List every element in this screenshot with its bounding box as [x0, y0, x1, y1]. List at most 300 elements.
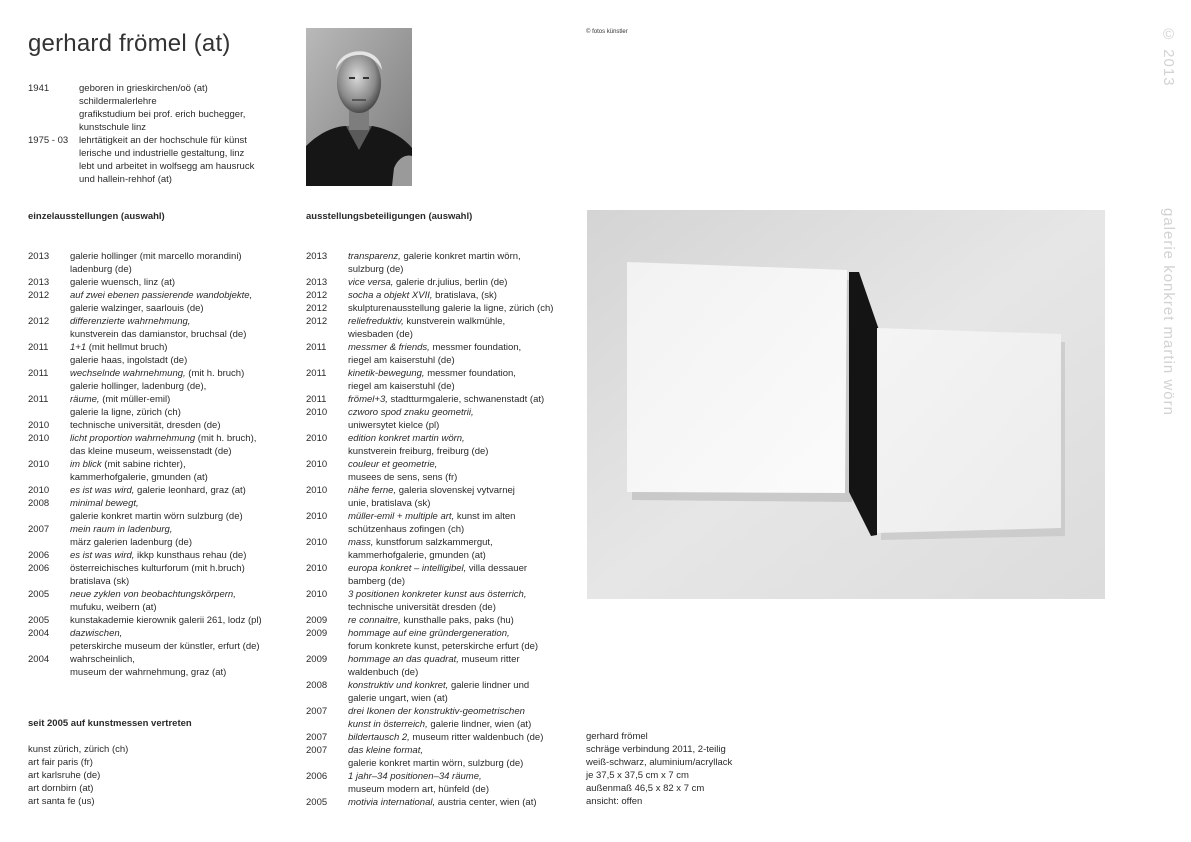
- group-exhibition-year-spacer: [306, 575, 348, 588]
- group-exhibition-text: [348, 263, 576, 276]
- group-exhibition-year-spacer: [306, 419, 348, 432]
- group-exhibition-line: [306, 328, 576, 341]
- group-exhibition-year: 2009: [306, 628, 328, 639]
- group-exhibition-entry: [306, 562, 576, 588]
- group-exhibition-venue: unie, bratislava (sk): [348, 498, 431, 509]
- solo-exhibition-year-spacer: [28, 328, 70, 341]
- solo-exhibition-text: [70, 510, 288, 523]
- solo-exhibition-year-spacer: [28, 640, 70, 653]
- solo-exhibition-year: 2010: [28, 459, 50, 470]
- group-exhibition-title: drei Ikonen der konstruktiv-geometrischen: [348, 706, 525, 717]
- group-exhibition-year-spacer: [306, 718, 348, 731]
- group-exhibition-title: bildertausch 2,: [348, 732, 410, 743]
- group-exhibition-text: [348, 432, 576, 445]
- solo-exhibition-venue: galerie haas, ingolstadt (de): [70, 355, 188, 366]
- solo-exhibition-text: [70, 640, 288, 653]
- solo-exhibition-entry: [28, 315, 288, 341]
- solo-exhibition-text: [70, 445, 288, 458]
- group-exhibition-year-spacer: [306, 601, 348, 614]
- group-exhibition-year: 2006: [306, 771, 328, 782]
- group-exhibition-line: [306, 705, 576, 718]
- group-exhibition-entry: [306, 588, 576, 614]
- solo-exhibition-entry: [28, 588, 288, 614]
- group-exhibition-text: [348, 562, 576, 575]
- group-exhibition-year-spacer: [306, 471, 348, 484]
- solo-exhibition-venue: kunstakademie kierownik galerii 261, lodz (pl): [70, 615, 262, 626]
- solo-exhibition-venue: bratislava (sk): [70, 576, 130, 587]
- solo-exhibition-line: [28, 471, 288, 484]
- solo-exhibition-line: [28, 341, 288, 354]
- solo-exhibition-entry: [28, 458, 288, 484]
- solo-exhibition-venue: ikkp kunsthaus rehau (de): [134, 550, 247, 561]
- art-fairs-heading: seit 2005 auf kunstmessen vertreten: [28, 718, 192, 729]
- group-exhibition-entry: [306, 250, 576, 276]
- group-exhibition-text: [348, 588, 576, 601]
- group-exhibition-venue: galerie ungart, wien (at): [348, 693, 448, 704]
- group-exhibition-year-spacer: [306, 640, 348, 653]
- group-exhibition-text: [348, 510, 576, 523]
- bio-text: schildermalerlehre: [79, 96, 157, 107]
- group-exhibition-year-spacer: [306, 692, 348, 705]
- solo-exhibition-venue: museum der wahrnehmung, graz (at): [70, 667, 227, 678]
- solo-exhibition-text: [70, 328, 288, 341]
- bio-row: [28, 82, 278, 95]
- group-exhibition-line: [306, 601, 576, 614]
- solo-exhibition-text: [70, 302, 288, 315]
- solo-exhibition-year-spacer: [28, 666, 70, 679]
- group-exhibition-entry: [306, 536, 576, 562]
- solo-exhibition-venue: galerie leonhard, graz (at): [134, 485, 246, 496]
- caption-line: je 37,5 x 37,5 cm x 7 cm: [586, 770, 689, 781]
- solo-exhibition-venue: (mit müller-emil): [99, 394, 171, 405]
- group-exhibition-line: [306, 458, 576, 471]
- group-exhibition-year-spacer: [306, 783, 348, 796]
- solo-exhibition-year: 2010: [28, 433, 50, 444]
- solo-exhibition-entry: [28, 367, 288, 393]
- solo-exhibition-text: [70, 575, 288, 588]
- group-exhibition-venue: galerie lindner und: [448, 680, 530, 691]
- solo-exhibition-text: [70, 393, 288, 406]
- group-exhibition-entry: [306, 744, 576, 770]
- group-exhibition-entry: [306, 302, 576, 315]
- solo-exhibition-year-spacer: [28, 510, 70, 523]
- solo-exhibition-venue: galerie walzinger, saarlouis (de): [70, 303, 204, 314]
- solo-exhibition-venue: galerie hollinger (mit marcello morandini): [70, 251, 242, 262]
- solo-exhibition-title: differenzierte wahrnehmung,: [70, 316, 191, 327]
- solo-exhibition-year-spacer: [28, 536, 70, 549]
- solo-exhibition-line: [28, 536, 288, 549]
- copyright-year: © 2013: [1160, 26, 1177, 87]
- solo-exhibition-text: [70, 354, 288, 367]
- group-exhibition-entry: [306, 627, 576, 653]
- solo-exhibition-line: [28, 653, 288, 666]
- group-exhibition-text: [348, 536, 576, 549]
- art-fair-item: art dornbirn (at): [28, 783, 94, 794]
- group-exhibition-text: [348, 419, 576, 432]
- group-exhibition-text: [348, 302, 576, 315]
- solo-exhibition-year: 2004: [28, 628, 50, 639]
- solo-exhibition-year: 2013: [28, 251, 50, 262]
- group-exhibition-title: 1 jahr–34 positionen–34 räume,: [348, 771, 482, 782]
- group-exhibition-line: [306, 471, 576, 484]
- group-exhibition-year-spacer: [306, 666, 348, 679]
- group-exhibition-text: [348, 328, 576, 341]
- group-exhibition-title: couleur et geometrie,: [348, 459, 438, 470]
- group-exhibition-text: [348, 367, 576, 380]
- solo-exhibition-year: 2012: [28, 290, 50, 301]
- group-exhibition-year-spacer: [306, 523, 348, 536]
- solo-exhibition-entry: [28, 276, 288, 289]
- group-exhibition-text: [348, 601, 576, 614]
- group-exhibition-year: 2010: [306, 433, 328, 444]
- solo-exhibition-line: [28, 289, 288, 302]
- bio-text: lebt und arbeitet in wolfsegg am hausruck: [79, 161, 255, 172]
- solo-exhibition-venue: (mit hellmut bruch): [86, 342, 168, 353]
- bio-row: [28, 173, 278, 186]
- solo-exhibition-text: [70, 536, 288, 549]
- group-exhibition-title: kunst in österreich,: [348, 719, 428, 730]
- group-exhibition-entry: [306, 614, 576, 627]
- solo-exhibition-year: 2011: [28, 368, 49, 379]
- group-exhibition-venue: messmer foundation,: [424, 368, 516, 379]
- solo-exhibition-line: [28, 302, 288, 315]
- solo-exhibition-text: [70, 653, 288, 666]
- solo-exhibition-line: [28, 575, 288, 588]
- solo-exhibition-text: [70, 341, 288, 354]
- solo-exhibition-line: [28, 406, 288, 419]
- group-exhibition-venue: kunstforum salzkammergut,: [373, 537, 493, 548]
- group-exhibition-text: [348, 484, 576, 497]
- solo-exhibition-line: [28, 367, 288, 380]
- group-exhibition-text: [348, 679, 576, 692]
- group-exhibition-text: [348, 289, 576, 302]
- group-exhibition-line: [306, 406, 576, 419]
- group-exhibition-title: messmer & friends,: [348, 342, 430, 353]
- solo-exhibition-title: im blick: [70, 459, 102, 470]
- group-exhibition-year-spacer: [306, 445, 348, 458]
- group-exhibition-text: [348, 497, 576, 510]
- solo-exhibition-entry: [28, 614, 288, 627]
- group-exhibition-venue: musees de sens, sens (fr): [348, 472, 458, 483]
- solo-exhibition-entry: [28, 419, 288, 432]
- solo-exhibition-line: [28, 354, 288, 367]
- solo-exhibition-line: [28, 250, 288, 263]
- solo-exhibition-line: [28, 484, 288, 497]
- solo-exhibition-text: [70, 367, 288, 380]
- group-exhibition-text: [348, 250, 576, 263]
- solo-exhibition-text: [70, 315, 288, 328]
- group-exhibition-venue: kunsthalle paks, paks (hu): [400, 615, 514, 626]
- group-exhibition-title: transparenz,: [348, 251, 401, 262]
- group-exhibition-venue: kunst im alten: [454, 511, 516, 522]
- solo-exhibition-line: [28, 497, 288, 510]
- solo-exhibition-venue: österreichisches kulturforum (mit h.bruch): [70, 563, 245, 574]
- solo-exhibition-line: [28, 263, 288, 276]
- group-exhibition-venue: kunstverein walkmühle,: [403, 316, 506, 327]
- group-exhibition-venue: uniwersytet kielce (pl): [348, 420, 440, 431]
- solo-exhibition-title: räume,: [70, 394, 100, 405]
- group-exhibition-year: 2007: [306, 732, 328, 743]
- solo-exhibition-text: [70, 406, 288, 419]
- portrait-image: [306, 28, 412, 186]
- solo-exhibition-text: [70, 432, 288, 445]
- group-exhibition-year: 2010: [306, 511, 328, 522]
- solo-exhibition-year: 2011: [28, 394, 49, 405]
- group-exhibition-text: [348, 315, 576, 328]
- solo-exhibition-line: [28, 523, 288, 536]
- solo-exhibition-venue: galerie konkret martin wörn sulzburg (de): [70, 511, 243, 522]
- bio-text: geboren in grieskirchen/oö (at): [79, 83, 208, 94]
- group-exhibition-entry: [306, 510, 576, 536]
- group-exhibition-year: 2011: [306, 368, 327, 379]
- group-exhibition-venue: bamberg (de): [348, 576, 406, 587]
- solo-exhibition-venue: mufuku, weibern (at): [70, 602, 157, 613]
- group-exhibition-line: [306, 588, 576, 601]
- group-exhibition-year: 2008: [306, 680, 328, 691]
- group-exhibition-text: [348, 718, 576, 731]
- art-fair-item: art santa fe (us): [28, 796, 95, 807]
- group-exhibition-year: 2010: [306, 563, 328, 574]
- solo-exhibition-line: [28, 458, 288, 471]
- group-exhibition-text: [348, 445, 576, 458]
- solo-exhibition-text: [70, 289, 288, 302]
- solo-exhibition-year-spacer: [28, 445, 70, 458]
- artwork-image: [587, 210, 1105, 599]
- group-exhibition-line: [306, 484, 576, 497]
- group-exhibition-year: 2010: [306, 589, 328, 600]
- solo-exhibition-entry: [28, 653, 288, 679]
- group-exhibition-venue: galerie konkret martin wörn, sulzburg (de): [348, 758, 524, 769]
- solo-exhibition-title: mein raum in ladenburg,: [70, 524, 173, 535]
- group-exhibition-entry: [306, 653, 576, 679]
- group-exhibition-year: 2010: [306, 459, 328, 470]
- bio-year: [28, 173, 79, 186]
- group-exhibition-text: [348, 783, 576, 796]
- solo-exhibition-venue: (mit sabine richter),: [101, 459, 186, 470]
- solo-exhibition-text: [70, 458, 288, 471]
- solo-exhibition-venue: (mit h. bruch): [185, 368, 245, 379]
- group-exhibition-text: [348, 666, 576, 679]
- group-exhibition-entry: [306, 458, 576, 484]
- solo-exhibition-year-spacer: [28, 601, 70, 614]
- solo-exhibition-year: 2005: [28, 589, 50, 600]
- solo-exhibition-year: 2005: [28, 615, 50, 626]
- solo-exhibition-year: 2007: [28, 524, 50, 535]
- group-exhibition-venue: sulzburg (de): [348, 264, 404, 275]
- group-exhibition-title: konstruktiv und konkret,: [348, 680, 449, 691]
- bio-text: lehrtätigkeit an der hochschule für künst: [79, 135, 247, 146]
- group-exhibition-line: [306, 796, 576, 809]
- group-exhibition-year: 2013: [306, 277, 328, 288]
- group-exhibition-line: [306, 523, 576, 536]
- caption-line: ansicht: offen: [586, 796, 643, 807]
- bio-year: [28, 95, 79, 108]
- group-exhibition-text: [348, 770, 576, 783]
- solo-exhibition-line: [28, 432, 288, 445]
- solo-exhibition-text: [70, 627, 288, 640]
- group-exhibition-line: [306, 263, 576, 276]
- caption-line: gerhard frömel: [586, 731, 648, 742]
- group-exhibition-line: [306, 757, 576, 770]
- solo-exhibition-line: [28, 627, 288, 640]
- solo-exhibition-entry: [28, 627, 288, 653]
- group-exhibition-year-spacer: [306, 263, 348, 276]
- group-exhibition-entry: [306, 289, 576, 302]
- solo-exhibition-text: [70, 523, 288, 536]
- group-exhibition-text: [348, 705, 576, 718]
- group-exhibition-text: [348, 276, 576, 289]
- bio-year: 1975 - 03: [28, 135, 69, 146]
- solo-exhibition-year: 2011: [28, 342, 49, 353]
- group-exhibition-text: [348, 380, 576, 393]
- group-exhibition-line: [306, 575, 576, 588]
- group-exhibition-venue: schützenhaus zofingen (ch): [348, 524, 465, 535]
- group-exhibition-year: 2012: [306, 316, 328, 327]
- solo-exhibition-year: 2010: [28, 420, 50, 431]
- art-fair-item: art karlsruhe (de): [28, 770, 101, 781]
- group-exhibition-year: 2009: [306, 615, 328, 626]
- solo-exhibition-text: [70, 588, 288, 601]
- solo-exhibitions-heading: einzelausstellungen (auswahl): [28, 211, 165, 222]
- group-exhibition-venue: technische universität dresden (de): [348, 602, 496, 613]
- group-exhibition-line: [306, 289, 576, 302]
- solo-exhibition-line: [28, 614, 288, 627]
- solo-exhibition-entry: [28, 523, 288, 549]
- solo-exhibition-text: [70, 666, 288, 679]
- group-exhibition-entry: [306, 393, 576, 406]
- group-exhibition-venue: museum ritter: [458, 654, 520, 665]
- group-exhibition-text: [348, 575, 576, 588]
- group-exhibition-title: motivia international,: [348, 797, 436, 808]
- group-exhibition-entry: [306, 341, 576, 367]
- group-exhibition-entry: [306, 796, 576, 809]
- solo-exhibition-title: neue zyklen von beobachtungskörpern,: [70, 589, 236, 600]
- bio-row: [28, 134, 278, 147]
- group-exhibitions-list: [306, 250, 576, 809]
- solo-exhibition-year: 2012: [28, 316, 50, 327]
- group-exhibition-venue: kunstverein freiburg, freiburg (de): [348, 446, 489, 457]
- group-exhibition-venue: stadtturmgalerie, schwanenstadt (at): [387, 394, 545, 405]
- solo-exhibition-line: [28, 445, 288, 458]
- group-exhibition-line: [306, 497, 576, 510]
- group-exhibition-text: [348, 406, 576, 419]
- solo-exhibition-text: [70, 250, 288, 263]
- solo-exhibition-line: [28, 315, 288, 328]
- solo-exhibition-text: [70, 497, 288, 510]
- solo-exhibition-title: licht proportion wahrnehmung: [70, 433, 196, 444]
- group-exhibition-venue: forum konkrete kunst, peterskirche erfurt (de): [348, 641, 539, 652]
- group-exhibition-venue: galerie dr.julius, berlin (de): [393, 277, 508, 288]
- group-exhibition-title: edition konkret martin wörn,: [348, 433, 465, 444]
- bio-text: lerische und industrielle gestaltung, linz: [79, 148, 245, 159]
- group-exhibition-text: [348, 354, 576, 367]
- group-exhibition-line: [306, 536, 576, 549]
- bio-section: [28, 82, 278, 186]
- solo-exhibition-year-spacer: [28, 263, 70, 276]
- solo-exhibition-text: [70, 263, 288, 276]
- group-exhibition-text: [348, 549, 576, 562]
- solo-exhibition-text: [70, 614, 288, 627]
- solo-exhibition-text: [70, 471, 288, 484]
- group-exhibition-year: 2011: [306, 342, 327, 353]
- solo-exhibition-year: 2006: [28, 550, 50, 561]
- solo-exhibition-entry: [28, 562, 288, 588]
- bio-text: kunstschule linz: [79, 122, 147, 133]
- solo-exhibition-venue: technische universität, dresden (de): [70, 420, 221, 431]
- group-exhibition-text: [348, 744, 576, 757]
- solo-exhibitions-list: [28, 250, 288, 679]
- bio-year: [28, 147, 79, 160]
- group-exhibition-line: [306, 744, 576, 757]
- group-exhibition-venue: villa dessauer: [466, 563, 528, 574]
- solo-exhibition-title: auf zwei ebenen passierende wandobjekte,: [70, 290, 253, 301]
- group-exhibition-title: müller-emil + multiple art,: [348, 511, 455, 522]
- artist-portrait: [306, 28, 412, 186]
- group-exhibition-line: [306, 276, 576, 289]
- solo-exhibition-entry: [28, 289, 288, 315]
- solo-exhibition-venue: kammerhofgalerie, gmunden (at): [70, 472, 208, 483]
- artwork-photo: [587, 210, 1105, 599]
- photo-credit: © fotos künstler: [586, 29, 628, 35]
- bio-row: [28, 160, 278, 173]
- group-exhibition-text: [348, 471, 576, 484]
- solo-exhibition-line: [28, 328, 288, 341]
- group-exhibition-year-spacer: [306, 497, 348, 510]
- group-exhibition-venue: galeria slovenskej vytvarnej: [396, 485, 515, 496]
- solo-exhibition-line: [28, 276, 288, 289]
- solo-exhibition-year: 2006: [28, 563, 50, 574]
- group-exhibition-text: [348, 614, 576, 627]
- solo-exhibition-venue: kunstverein das damianstor, bruchsal (de): [70, 329, 247, 340]
- group-exhibition-title: reliefreduktiv,: [348, 316, 404, 327]
- group-exhibition-title: europa konkret – intelligibel,: [348, 563, 467, 574]
- solo-exhibition-venue: galerie la ligne, zürich (ch): [70, 407, 181, 418]
- group-exhibition-line: [306, 510, 576, 523]
- group-exhibition-entry: [306, 367, 576, 393]
- solo-exhibition-title: dazwischen,: [70, 628, 123, 639]
- group-exhibition-text: [348, 341, 576, 354]
- group-exhibition-line: [306, 640, 576, 653]
- group-exhibition-text: [348, 692, 576, 705]
- group-exhibition-entry: [306, 484, 576, 510]
- group-exhibition-venue: museum modern art, hünfeld (de): [348, 784, 489, 795]
- solo-exhibition-entry: [28, 250, 288, 276]
- group-exhibition-line: [306, 718, 576, 731]
- solo-exhibition-venue: peterskirche museum der künstler, erfurt (de): [70, 641, 260, 652]
- group-exhibition-text: [348, 627, 576, 640]
- group-exhibition-title: nähe ferne,: [348, 485, 397, 496]
- solo-exhibition-venue: das kleine museum, weissenstadt (de): [70, 446, 232, 457]
- art-fairs-list: [28, 743, 278, 808]
- solo-exhibition-year-spacer: [28, 406, 70, 419]
- solo-exhibition-entry: [28, 341, 288, 367]
- group-exhibition-entry: [306, 406, 576, 432]
- group-exhibition-line: [306, 302, 576, 315]
- solo-exhibition-year: 2013: [28, 277, 50, 288]
- group-exhibition-title: hommage an das quadrat,: [348, 654, 459, 665]
- group-exhibition-venue: bratislava, (sk): [432, 290, 497, 301]
- group-exhibition-venue: austria center, wien (at): [435, 797, 537, 808]
- solo-exhibition-venue: märz galerien ladenburg (de): [70, 537, 192, 548]
- group-exhibition-year-spacer: [306, 757, 348, 770]
- solo-exhibition-year-spacer: [28, 380, 70, 393]
- solo-exhibition-line: [28, 393, 288, 406]
- solo-exhibition-text: [70, 419, 288, 432]
- group-exhibition-line: [306, 380, 576, 393]
- group-exhibition-entry: [306, 315, 576, 341]
- group-exhibition-text: [348, 731, 576, 744]
- solo-exhibition-text: [70, 601, 288, 614]
